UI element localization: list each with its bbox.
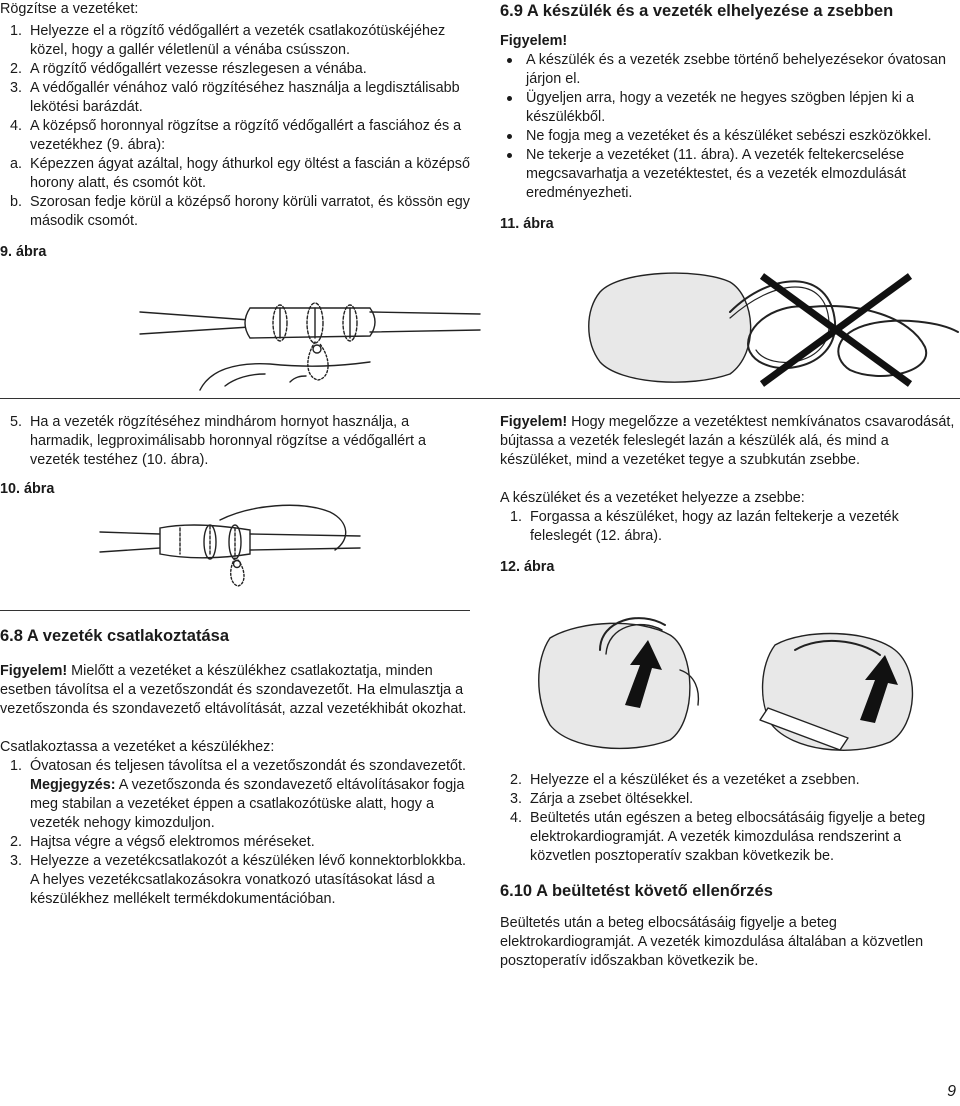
figure-10-illustration <box>100 500 360 590</box>
warning-paragraph: Figyelem! Hogy megelőzze a vezetéktest nemkívánatos csavarodását, bújtassa a vezeték feleslegét lazán a készülék alá, és mind a készüléket, mind a vezetéket tegye a szubkután zsebbe. <box>500 414 955 468</box>
heading-6-9: 6.9 A készülék és a vezeték elhelyezése a zsebben <box>500 2 894 20</box>
list-item: 2. Helyezze el a készüléket és a vezetéket a zsebben. <box>510 772 860 788</box>
list-item: 5. Ha a vezeték rögzítéséhez mindhárom hornyot használja, a harmadik, legproximálisabb horonnyal rögzítse a védőgallért a vezeték testéhez (10. ábra). <box>10 414 426 468</box>
list-item: a. Képezzen ágyat azáltal, hogy áthurkol egy öltést a fascián a középső horony alatt, és csomót köt. <box>10 156 470 191</box>
connect-steps-list <box>0 757 470 909</box>
post-implant-paragraph: Beültetés után a beteg elbocsátásáig figyelje a beteg elektrokardiogramját. A vezeték kimozdulása általában a közvetlen posztoperatív időszakban következik be. <box>500 915 924 969</box>
anchor-intro: Rögzítse a vezetéket: <box>0 1 139 17</box>
list-item: 3. A védőgallér vénához való rögzítéséhez használja a legdisztálisabb lekötési barázdát. <box>10 80 460 115</box>
divider <box>0 610 470 611</box>
fig10-label: 10. ábra <box>0 481 55 497</box>
right-mid-section <box>500 413 960 577</box>
list-item: 1. Helyezze el a rögzítő védőgallért a vezeték csatlakozótüskéjéhez közel, hogy a gallér véletlenül a vénába csússzon. <box>10 23 446 58</box>
warning-paragraph: Figyelem! Mielőtt a vezetéket a készülékhez csatlakoztatja, minden esetben távolítsa el a vezetőszondát és szondavezetőt. Ha elmulasztja a vezetőszonda és szondavezető eltávolítását, azzal vezetékhibát okozhat. <box>0 663 467 717</box>
figure-11-illustration <box>580 262 960 392</box>
fig11-label: 11. ábra <box>500 216 554 232</box>
pocket-intro: A készüléket és a vezetéket helyezze a zsebbe: <box>500 490 805 506</box>
heading-6-8: 6.8 A vezeték csatlakoztatása <box>0 627 229 645</box>
list-item: b. Szorosan fedje körül a középső horony körüli varratot, és kössön egy második csomót. <box>10 194 470 229</box>
left-bottom-section <box>0 625 470 909</box>
list-item: Ne tekerje a vezetéket (11. ábra). A vezeték feltekercselése megcsavarhatja a vezetéktestet, és a vezeték elmozdulását eredményezheti. <box>500 146 960 203</box>
list-item: Ne fogja meg a vezetéket és a készüléket sebészi eszközökkel. <box>500 127 960 146</box>
list-item: Ügyeljen arra, hogy a vezeték ne hegyes szögben lépjen ki a készülékből. <box>500 89 960 127</box>
right-top-section <box>500 0 960 234</box>
note: Megjegyzés: A vezetőszonda és szondavezető eltávolításakor fogja meg stabilan a vezetéket éppen a csatlakozótüske alatt, hogy a vezeték nehogy kimozduljon. <box>30 777 465 831</box>
left-top-section <box>0 0 470 262</box>
right-bottom-section <box>500 771 960 971</box>
list-item: 2. Hajtsa végre a végső elektromos méréseket. <box>10 834 315 850</box>
list-item: A készülék és a vezeték zsebbe történő behelyezésekor óvatosan járjon el. <box>500 51 960 89</box>
warning-bullets <box>500 51 960 203</box>
warning-label: Figyelem! <box>500 33 568 49</box>
figure-12-illustration <box>530 610 950 760</box>
pocket-steps-list <box>500 508 960 546</box>
left-mid-section <box>0 413 470 499</box>
divider <box>0 398 960 399</box>
figure-9-illustration <box>140 282 480 392</box>
list-item: 2. A rögzítő védőgallért vezesse részlegesen a vénába. <box>10 61 367 77</box>
fig12-label: 12. ábra <box>500 559 555 575</box>
pocket-steps-continued <box>500 771 960 866</box>
list-item: 3. Zárja a zsebet öltésekkel. <box>510 791 694 807</box>
connect-intro: Csatlakoztassa a vezetéket a készülékhez: <box>0 739 275 755</box>
page-number: 9 <box>947 1083 956 1100</box>
list-item: 4. Beültetés után egészen a beteg elbocsátásáig figyelje a beteg elektrokardiogramját. A vezeték kimozdulása rendszerint a közvetlen posztoperatív szakban következik be. <box>510 810 926 864</box>
list-item: 3. Helyezze a vezetékcsatlakozót a készüléken lévő konnektorblokkba. A helyes vezetékcsatlakozásokra vonatkozó utasításokat lásd a készülékhez mellékelt termékdokumentációban. <box>10 853 466 907</box>
list-item: 4. A középső horonnyal rögzítse a rögzítő védőgallért a fasciához és a vezetékhez (9. ábra): <box>10 118 462 153</box>
list-item: 1. Forgassa a készüléket, hogy az lazán feltekerje a vezeték feleslegét (12. ábra). <box>510 509 899 544</box>
step5-list <box>0 413 470 470</box>
heading-6-10: 6.10 A beültetést követő ellenőrzés <box>500 882 773 900</box>
anchor-steps-list <box>0 22 470 231</box>
list-item: 1. Óvatosan és teljesen távolítsa el a vezetőszondát és szondavezetőt. Megjegyzés: A vezetőszonda és szondavezető eltávolításakor fogja meg stabilan a vezetéket éppen a csatlakozótüske alatt, hogy a vezeték nehogy kimozduljon. <box>0 757 470 833</box>
fig9-label: 9. ábra <box>0 244 47 260</box>
